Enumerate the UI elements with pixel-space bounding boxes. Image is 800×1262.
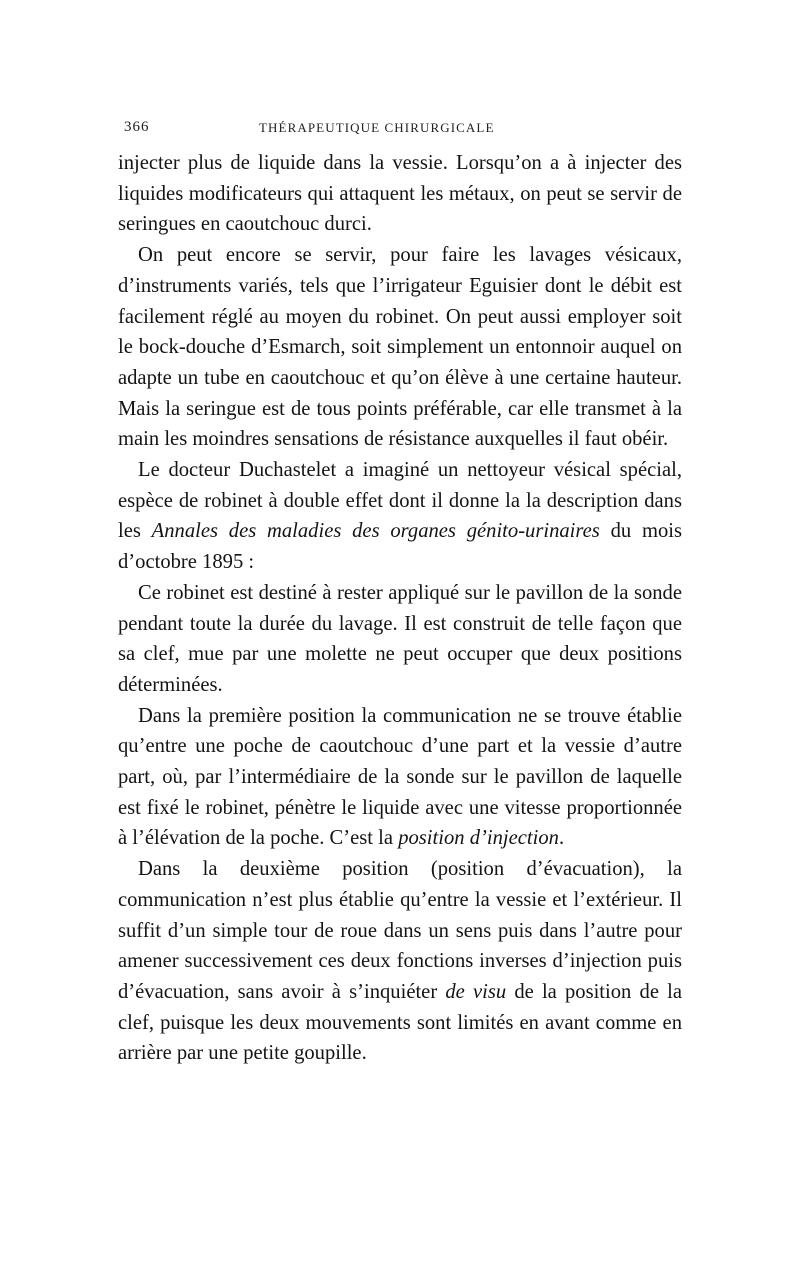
paragraph-6: [118, 854, 682, 1069]
paragraph-5: [118, 701, 682, 855]
paragraph-text: injecter plus de liquide dans la vessie. Lorsqu’on a à injecter des liquides modificateurs qui attaquent les métaux, on peut se servir de seringues en caoutchouc durci.: [118, 152, 682, 236]
emphasis-italic: de visu: [445, 980, 507, 1003]
emphasis-italic: position d’injection: [398, 827, 559, 850]
paragraph-text: de la position de la clef, puisque les deux mouvements sont limités en avant comme en arrière par une petite goupille.: [118, 980, 682, 1065]
paragraph-text: Ce robinet est destiné à rester appliqué sur le pavillon de la sonde pendant toute la durée du lavage. Il est construit de telle façon que sa clef, mue par une molette ne peut occuper que deux positions déterminées.: [118, 581, 682, 696]
paragraph-2: [118, 240, 682, 455]
paragraph-4: [118, 578, 682, 701]
paragraph-text: .: [558, 827, 565, 850]
body-text: [118, 148, 682, 1069]
page-number: 366: [124, 119, 150, 135]
paragraph-text: Dans la deuxième position (position d’évacuation), la communication n’est plus établie qu’entre la vessie et l’extérieur. Il suffit d’un simple tour de roue dans un sens puis dans l’autre pour amener successivement ces deux fonctions inverses d’injection puis d’évacuation, sans avoir à s’inquiéter: [118, 858, 682, 1003]
paragraph-text: On peut encore se servir, pour faire les lavages vésicaux, d’instruments variés, tels que l’irrigateur Eguisier dont le débit est facilement réglé au moyen du robinet. On peut aussi employer soit le bock-douche d’Esmarch, soit simplement un entonnoir auquel on adapte un tube en caoutchouc et qu’on élève à une certaine hauteur. Mais la seringue est de tous points préférable, car elle transmet à la main les moindres sensations de résistance auxquelles il faut obéir.: [118, 244, 682, 451]
paragraph-text: Dans la première position la communication ne se trouve établie qu’entre une poche de caoutchouc d’une part et la vessie d’autre part, où, par l’intermédiaire de la sonde sur le pavillon de laquelle est fixé le robinet, pénètre le liquide avec une vitesse proportionnée à l’élévation de la poche. C’est la: [118, 704, 682, 850]
running-title: THÉRAPEUTIQUE CHIRURGICALE: [259, 120, 495, 135]
paragraph-1: [118, 148, 682, 240]
paragraph-text: du mois d’octobre 1895 :: [118, 520, 683, 574]
paragraph-text: Le docteur Duchastelet a imaginé un nettoyeur vésical spécial, espèce de robinet à double effet dont il donne la la description dans les: [118, 459, 682, 543]
journal-title-italic: Annales des maladies des organes génito-urinaires: [151, 520, 600, 543]
paragraph-3: [118, 455, 682, 578]
